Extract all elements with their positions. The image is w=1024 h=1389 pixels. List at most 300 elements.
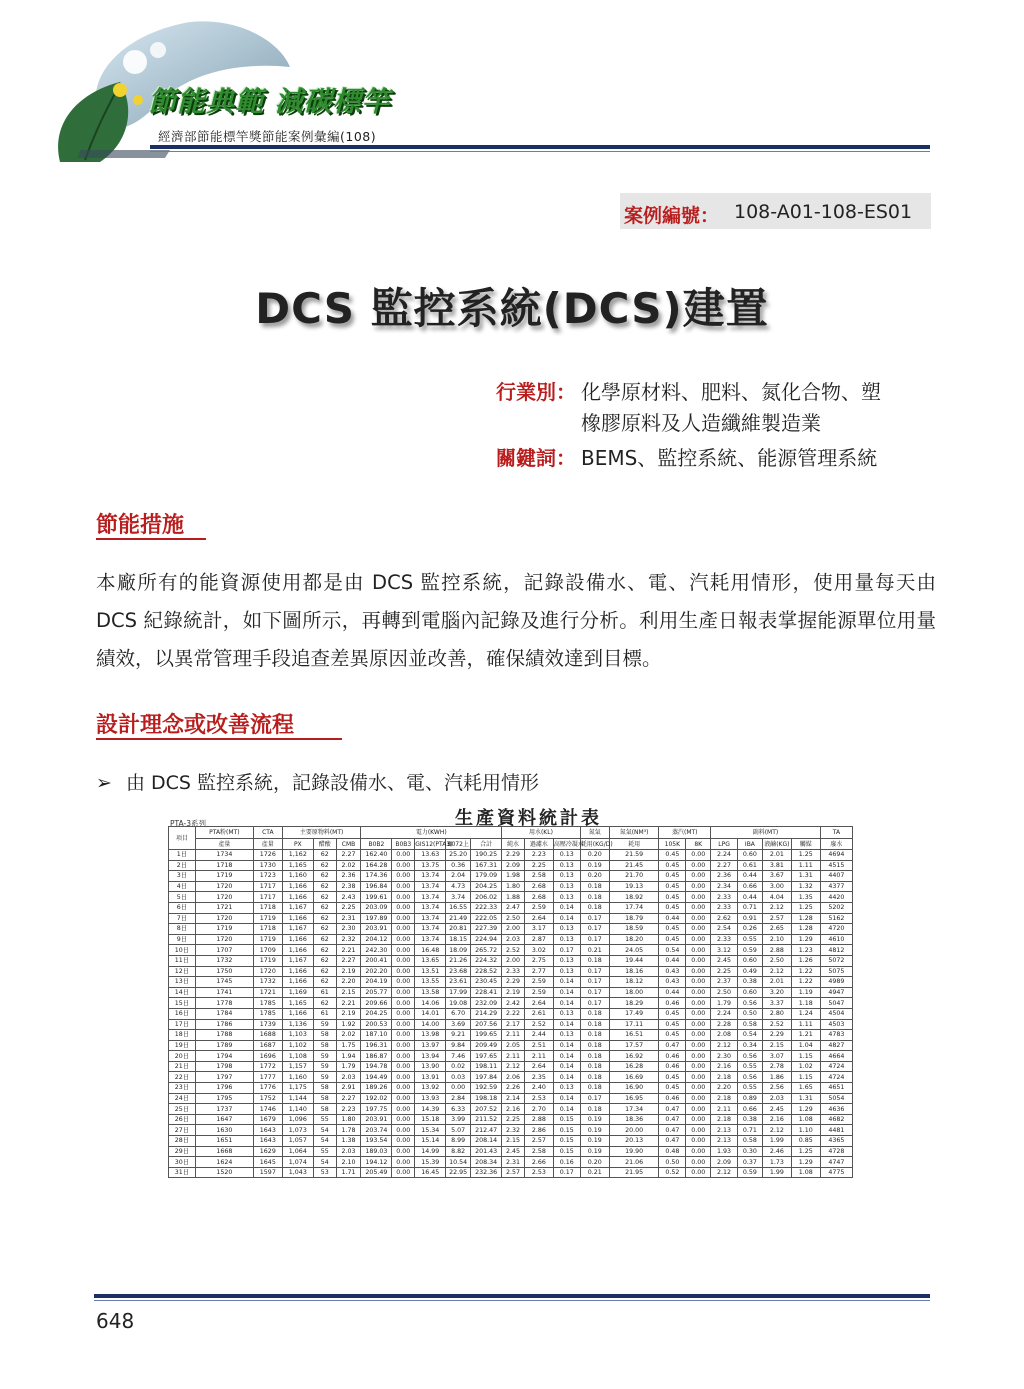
table-cell: 208.34 (471, 1157, 502, 1168)
table-cell: 0.17 (580, 913, 609, 924)
table-cell: 174.36 (361, 871, 392, 882)
table-cell: 4783 (820, 1030, 852, 1041)
table-cell: 62 (313, 913, 336, 924)
table-cell: 2.25 (502, 1114, 525, 1125)
table-cell: 167.31 (471, 860, 502, 871)
table-cell: 0.19 (580, 1146, 609, 1157)
table-cell: 18.16 (609, 966, 659, 977)
table-cell: 0.00 (392, 966, 415, 977)
table-cell: 1.93 (711, 1146, 738, 1157)
table-cell: 0.13 (553, 955, 580, 966)
table-cell: 0.54 (738, 1030, 763, 1041)
table-cell: 4720 (820, 924, 852, 935)
table-cell: 1.71 (336, 1167, 361, 1178)
table-cell: 1.80 (502, 881, 525, 892)
table-cell: 1732 (253, 977, 282, 988)
table-cell: 2.12 (762, 902, 791, 913)
table-cell: 2.28 (711, 1019, 738, 1030)
table-cell: 62 (313, 998, 336, 1009)
table-cell: 228.52 (471, 966, 502, 977)
table-cell: 2.00 (502, 924, 525, 935)
table-cell: 2.01 (762, 850, 791, 861)
table-cell: 2.30 (336, 924, 361, 935)
table-cell: 0.18 (580, 1030, 609, 1041)
table-cell: 55 (313, 1146, 336, 1157)
table-cell: 15.39 (415, 1157, 446, 1168)
table-cell: 0.17 (580, 1093, 609, 1104)
table-cell: 18.36 (609, 1114, 659, 1125)
table-group-header: PTA粉(MT) (195, 827, 253, 839)
table-cell: 13.74 (415, 913, 446, 924)
table-cell: 1707 (195, 945, 253, 956)
table-cell: 3日 (169, 871, 196, 882)
table-cell: 0.46 (659, 1093, 686, 1104)
table-cell: 1.79 (711, 998, 738, 1009)
table-cell: 0.46 (659, 1061, 686, 1072)
table-cell: 204.25 (471, 881, 502, 892)
table-group-header: 項目 (169, 827, 196, 850)
table-sub-header: IBA (738, 839, 763, 850)
table-cell: 232.36 (471, 1167, 502, 1178)
table-cell: 1.28 (791, 913, 820, 924)
table-cell: 2.11 (502, 1030, 525, 1041)
table-cell: 0.37 (738, 1157, 763, 1168)
table-cell: 16.90 (609, 1083, 659, 1094)
table-cell: 1.31 (791, 1093, 820, 1104)
table-cell: 2.25 (524, 860, 553, 871)
table-cell: 2.18 (711, 1093, 738, 1104)
table-cell: 0.45 (659, 1019, 686, 1030)
table-row (169, 871, 853, 882)
table-cell: 222.33 (471, 902, 502, 913)
table-cell: 0.00 (686, 977, 711, 988)
table-cell: 2.59 (524, 977, 553, 988)
table-row (169, 892, 853, 903)
table-cell: 1788 (195, 1030, 253, 1041)
table-cell: 21日 (169, 1061, 196, 1072)
table-cell: 1.79 (336, 1061, 361, 1072)
table-cell: 2.32 (336, 934, 361, 945)
table-cell: 2.06 (502, 1072, 525, 1083)
table-cell: 0.45 (659, 881, 686, 892)
arrow-bullet-icon: ➢ (96, 772, 112, 794)
table-cell: 18.15 (446, 934, 471, 945)
table-cell: 4515 (820, 860, 852, 871)
table-cell: 1718 (253, 924, 282, 935)
table-cell: 2.17 (502, 1019, 525, 1030)
table-cell: 197.65 (471, 1051, 502, 1062)
table-row (169, 913, 853, 924)
table-cell: 15日 (169, 998, 196, 1009)
table-cell: 0.44 (738, 871, 763, 882)
table-cell: 0.55 (738, 1061, 763, 1072)
table-cell: 2.40 (524, 1083, 553, 1094)
table-cell: 0.00 (686, 924, 711, 935)
table-cell: 1.28 (791, 924, 820, 935)
table-cell: 62 (313, 934, 336, 945)
table-cell: 4724 (820, 1072, 852, 1083)
table-cell: 0.00 (392, 913, 415, 924)
industry-line-2: 橡膠原料及人造纖維製造業 (581, 411, 821, 435)
table-cell: 3.67 (762, 871, 791, 882)
table-cell: 0.15 (553, 1146, 580, 1157)
table-cell: 54 (313, 1157, 336, 1168)
table-cell: 0.00 (392, 1061, 415, 1072)
table-cell: 1796 (195, 1083, 253, 1094)
table-cell: 0.45 (659, 892, 686, 903)
table-cell: 0.18 (580, 1061, 609, 1072)
table-row (169, 1136, 853, 1147)
table-sub-header: LPG (711, 839, 738, 850)
table-sub-header: 純水 (502, 839, 525, 850)
table-cell: 2.88 (762, 945, 791, 956)
table-cell: 0.00 (686, 1093, 711, 1104)
table-cell: 54 (313, 1125, 336, 1136)
table-cell: 2.68 (524, 881, 553, 892)
table-cell: 2.37 (711, 977, 738, 988)
table-cell: 0.43 (659, 966, 686, 977)
table-cell: 193.54 (361, 1136, 392, 1147)
table-cell: 0.52 (659, 1167, 686, 1178)
table-cell: 2.43 (336, 892, 361, 903)
section-heading-measures: 節能措施 (96, 513, 185, 538)
table-cell: 62 (313, 881, 336, 892)
table-cell: 189.26 (361, 1083, 392, 1094)
table-cell: 2.33 (711, 892, 738, 903)
table-cell: 0.00 (392, 871, 415, 882)
table-cell: 1520 (195, 1167, 253, 1178)
table-cell: 203.74 (361, 1125, 392, 1136)
table-cell: 0.00 (686, 1114, 711, 1125)
table-cell: 0.14 (553, 1072, 580, 1083)
section-heading-design: 設計理念或改善流程 (96, 713, 295, 738)
table-cell: 0.14 (553, 1061, 580, 1072)
table-cell: 1.25 (791, 902, 820, 913)
table-row (169, 860, 853, 871)
table-cell: 2.12 (762, 966, 791, 977)
table-cell: 8日 (169, 924, 196, 935)
table-cell: 1,166 (282, 966, 313, 977)
table-cell: 0.18 (580, 1008, 609, 1019)
table-cell: 11日 (169, 955, 196, 966)
table-cell: 7.46 (446, 1051, 471, 1062)
table-cell: 25日 (169, 1104, 196, 1115)
table-cell: 0.14 (553, 913, 580, 924)
table-cell: 1696 (253, 1051, 282, 1062)
table-cell: 19.90 (609, 1146, 659, 1157)
table-cell: 1.22 (791, 977, 820, 988)
table-cell: 13.63 (415, 850, 446, 861)
table-cell: 2.58 (524, 1146, 553, 1157)
table-cell: 0.00 (686, 955, 711, 966)
table-cell: 2.22 (502, 1008, 525, 1019)
table-cell: 0.00 (686, 1157, 711, 1168)
table-cell: 199.65 (471, 1030, 502, 1041)
table-cell: 20.81 (446, 924, 471, 935)
table-cell: 230.45 (471, 977, 502, 988)
table-cell: 0.17 (580, 977, 609, 988)
table-cell: 0.46 (659, 998, 686, 1009)
table-cell: 1720 (195, 913, 253, 924)
table-cell: 8.99 (446, 1136, 471, 1147)
table-cell: 4947 (820, 987, 852, 998)
table-cell: 0.66 (738, 881, 763, 892)
table-cell: 2.15 (762, 1040, 791, 1051)
table-cell: 1734 (195, 850, 253, 861)
table-cell: 0.45 (659, 850, 686, 861)
table-cell: 196.31 (361, 1040, 392, 1051)
table-cell: 2.26 (502, 1083, 525, 1094)
table-cell: 1797 (195, 1072, 253, 1083)
table-cell: 0.13 (553, 850, 580, 861)
table-cell: 5202 (820, 902, 852, 913)
table-cell: 4.04 (762, 892, 791, 903)
table-cell: 2.31 (336, 913, 361, 924)
table-cell: 2.33 (711, 934, 738, 945)
table-cell: 1645 (253, 1157, 282, 1168)
table-cell: 19.44 (609, 955, 659, 966)
table-cell: 1798 (195, 1061, 253, 1072)
table-cell: 0.00 (686, 966, 711, 977)
table-cell: 0.48 (659, 1146, 686, 1157)
table-cell: 6.33 (446, 1104, 471, 1115)
table-cell: 1.94 (336, 1051, 361, 1062)
table-cell: 0.14 (553, 987, 580, 998)
table-cell: 16.28 (609, 1061, 659, 1072)
table-sub-header: CMB (336, 839, 361, 850)
table-cell: 16.95 (609, 1093, 659, 1104)
table-cell: 62 (313, 924, 336, 935)
table-cell: 0.20 (580, 871, 609, 882)
table-cell: 1720 (253, 966, 282, 977)
table-cell: 4636 (820, 1104, 852, 1115)
table-cell: 2.52 (524, 1019, 553, 1030)
table-cell: 2.21 (336, 998, 361, 1009)
table-cell: 0.15 (553, 1125, 580, 1136)
table-cell: 2.09 (711, 1157, 738, 1168)
table-cell: 207.56 (471, 1019, 502, 1030)
table-cell: 2.02 (336, 1030, 361, 1041)
table-cell: 62 (313, 945, 336, 956)
table-cell: 61 (313, 987, 336, 998)
table-cell: 207.52 (471, 1104, 502, 1115)
table-cell: 2.50 (762, 955, 791, 966)
table-row (169, 1061, 853, 1072)
table-cell: 0.85 (791, 1136, 820, 1147)
table-cell: 1,167 (282, 955, 313, 966)
table-cell: 194.78 (361, 1061, 392, 1072)
table-cell: 0.21 (580, 1167, 609, 1178)
table-cell: 20.00 (609, 1125, 659, 1136)
table-cell: 13.74 (415, 892, 446, 903)
table-cell: 0.61 (738, 860, 763, 871)
table-cell: 0.45 (659, 902, 686, 913)
table-cell: 201.43 (471, 1146, 502, 1157)
table-cell: 13.92 (415, 1083, 446, 1094)
table-cell: 0.00 (392, 1019, 415, 1030)
table-cell: 0.00 (686, 1008, 711, 1019)
table-cell: 3.20 (762, 987, 791, 998)
table-sub-header: 液鹼(KG) (764, 840, 790, 848)
table-cell: 224.32 (471, 955, 502, 966)
table-cell: 0.00 (392, 1136, 415, 1147)
table-cell: 204.12 (361, 934, 392, 945)
table-cell: 5.07 (446, 1125, 471, 1136)
production-statistics-table (168, 826, 853, 1178)
table-row (169, 934, 853, 945)
table-sub-header: 產量 (253, 839, 282, 850)
table-cell: 18.92 (609, 892, 659, 903)
table-cell: 0.00 (392, 1146, 415, 1157)
table-cell: 2.57 (502, 1167, 525, 1178)
table-cell: 1,157 (282, 1061, 313, 1072)
table-cell: 4775 (820, 1167, 852, 1178)
table-cell: 1719 (253, 934, 282, 945)
table-cell: 2.05 (502, 1040, 525, 1051)
table-cell: 2.35 (524, 1072, 553, 1083)
table-cell: 3.07 (762, 1051, 791, 1062)
table-cell: 0.00 (686, 913, 711, 924)
table-cell: 0.18 (580, 1051, 609, 1062)
table-cell: 1726 (253, 850, 282, 861)
table-sub-header: 高壓冷凝水 (553, 840, 584, 848)
table-cell: 4812 (820, 945, 852, 956)
table-cell: 30日 (169, 1157, 196, 1168)
table-cell: 54 (313, 1136, 336, 1147)
table-cell: 1643 (253, 1125, 282, 1136)
table-cell: 14.01 (415, 1008, 446, 1019)
table-cell: 5054 (820, 1093, 852, 1104)
table-cell: 206.02 (471, 892, 502, 903)
table-cell: 1624 (195, 1157, 253, 1168)
table-cell: 12日 (169, 966, 196, 977)
table-cell: 0.44 (738, 892, 763, 903)
table-row (169, 1114, 853, 1125)
table-sub-header: PX (282, 839, 313, 850)
table-cell: 2.46 (762, 1146, 791, 1157)
table-row (169, 1019, 853, 1030)
table-cell: 62 (313, 977, 336, 988)
table-cell: 0.45 (659, 860, 686, 871)
table-cell: 16日 (169, 1008, 196, 1019)
table-cell: 2.10 (762, 934, 791, 945)
table-cell: 2.68 (524, 892, 553, 903)
table-cell: 1750 (195, 966, 253, 977)
table-cell: 209.66 (361, 998, 392, 1009)
table-cell: 13.98 (415, 1030, 446, 1041)
table-cell: 2.42 (502, 998, 525, 1009)
table-cell: 0.14 (553, 977, 580, 988)
table-cell: 2.53 (524, 1167, 553, 1178)
table-cell: 1785 (253, 1008, 282, 1019)
table-row (169, 881, 853, 892)
table-cell: 1.29 (791, 1104, 820, 1115)
table-cell: 59 (313, 1019, 336, 1030)
table-cell: 1.19 (791, 987, 820, 998)
table-cell: 2.59 (524, 987, 553, 998)
table-cell: 0.34 (738, 1040, 763, 1051)
table-cell: 2.16 (762, 1114, 791, 1125)
table-cell: 0.17 (580, 998, 609, 1009)
table-cell: 0.00 (392, 902, 415, 913)
table-cell: 0.00 (686, 860, 711, 871)
table-cell: 0.00 (686, 1040, 711, 1051)
table-cell: 1772 (253, 1061, 282, 1072)
table-cell: 13.74 (415, 924, 446, 935)
table-cell: 1721 (195, 902, 253, 913)
table-cell: 1,103 (282, 1030, 313, 1041)
table-cell: 186.87 (361, 1051, 392, 1062)
table-cell: 1,043 (282, 1167, 313, 1178)
table-cell: 2.10 (336, 1157, 361, 1168)
table-cell: 1.73 (762, 1157, 791, 1168)
table-cell: 2.12 (762, 1125, 791, 1136)
table-cell: 0.60 (738, 987, 763, 998)
table-group-header: 副料(MT) (711, 827, 821, 839)
table-cell: 29日 (169, 1146, 196, 1157)
table-cell: 1789 (195, 1040, 253, 1051)
table-cell: 20.13 (609, 1136, 659, 1147)
table-cell: 0.17 (580, 924, 609, 935)
table-cell: 1,108 (282, 1051, 313, 1062)
table-cell: 17.99 (446, 987, 471, 998)
table-cell: 59 (313, 1051, 336, 1062)
table-cell: 1.65 (791, 1083, 820, 1094)
table-row (169, 1167, 853, 1178)
table-cell: 20日 (169, 1051, 196, 1062)
table-cell: 200.41 (361, 955, 392, 966)
table-cell: 0.00 (392, 998, 415, 1009)
table-cell: 19.13 (609, 881, 659, 892)
table-cell: 4.73 (446, 881, 471, 892)
table-cell: 25.20 (446, 850, 471, 861)
table-cell: 1.10 (791, 1125, 820, 1136)
table-cell: 164.28 (361, 860, 392, 871)
table-cell: 62 (313, 850, 336, 861)
table-cell: 21.06 (609, 1157, 659, 1168)
table-cell: 0.00 (392, 850, 415, 861)
table-cell: 187.10 (361, 1030, 392, 1041)
table-cell: 2.16 (711, 1061, 738, 1072)
table-cell: 2.64 (524, 913, 553, 924)
table-cell: 2.34 (711, 881, 738, 892)
table-cell: 224.94 (471, 934, 502, 945)
table-cell: 0.17 (580, 966, 609, 977)
section-underline (96, 738, 342, 740)
table-cell: 18.20 (609, 934, 659, 945)
table-cell: 0.19 (580, 1136, 609, 1147)
table-cell: 17.74 (609, 902, 659, 913)
table-cell: 5日 (169, 892, 196, 903)
table-sub-header: B072上 (447, 840, 469, 848)
table-sub-header: 105K (659, 839, 686, 850)
table-cell: 14日 (169, 987, 196, 998)
table-cell: 2.12 (711, 1040, 738, 1051)
table-sub-header: B0B2 (361, 839, 392, 850)
table-cell: 2.18 (711, 1114, 738, 1125)
table-cell: 205.49 (361, 1167, 392, 1178)
table-cell: 0.19 (580, 1114, 609, 1125)
table-cell: 2.24 (711, 850, 738, 861)
table-cell: 1720 (195, 881, 253, 892)
table-cell: 2.09 (502, 860, 525, 871)
table-cell: 204.19 (361, 977, 392, 988)
table-cell: 1.04 (791, 1040, 820, 1051)
table-cell: 1794 (195, 1051, 253, 1062)
table-cell: 4日 (169, 881, 196, 892)
table-cell: 0.38 (738, 1114, 763, 1125)
table-cell: 0.20 (580, 850, 609, 861)
